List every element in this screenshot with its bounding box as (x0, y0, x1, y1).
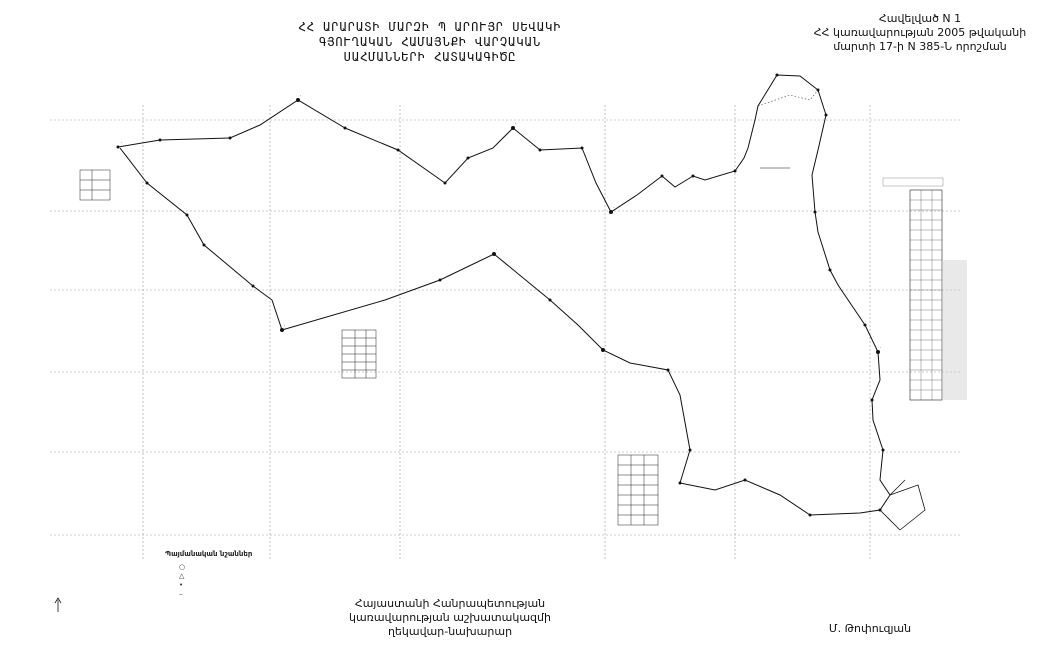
svg-text:·: · (300, 93, 302, 98)
circle-icon: ○ (179, 562, 186, 571)
legend-title: Պայմանական նշաններ (165, 550, 253, 558)
annex-line-1: Հավելված N 1 (878, 12, 962, 25)
annex-note (800, 12, 1040, 54)
map-legend (165, 550, 335, 598)
coordinate-table-left (80, 170, 110, 200)
signatory-position (300, 597, 600, 639)
annex-line-2: ՀՀ կառավարության 2005 թվականի (813, 26, 1027, 39)
signatory-name: Մ. Թոփուզյան (828, 622, 912, 635)
title-line-2: ԳՅՈՒՂԱԿԱՆ ՀԱՄԱՅՆՔԻ ՎԱՐՉԱԿԱՆ (318, 35, 542, 49)
dash-icon: – (179, 589, 183, 598)
boundary-spur-lines (880, 480, 925, 530)
legend-item (165, 580, 335, 589)
footer-line-3: ղեկավար-նախարար (387, 625, 513, 638)
svg-text:·: · (284, 323, 286, 328)
secondary-dotted-line (758, 90, 818, 106)
legend-item (165, 571, 335, 580)
map-title (250, 20, 610, 65)
svg-text:·: · (613, 205, 615, 210)
community-boundary-line (118, 75, 890, 515)
legend-item (165, 562, 335, 571)
triangle-icon: △ (179, 571, 185, 580)
svg-text:·: · (121, 140, 123, 145)
coordinate-table-lower (618, 455, 658, 525)
title-line-3: ՍԱՀՄԱՆՆԵՐԻ ՀԱՏԱԿԱԳԻԾԸ (343, 50, 517, 64)
title-line-1: ՀՀ ԱՐԱՐԱՏԻ ՄԱՐԶԻ Պ ԱՐՈՒՅՐ ՍԵՎԱԿԻ (298, 20, 562, 34)
svg-text:·: · (880, 345, 882, 350)
footer-line-2: կառավարության աշխատակազմի (349, 611, 551, 624)
dot-icon: • (179, 580, 184, 589)
north-arrow-icon (55, 598, 61, 612)
coordinate-grid (50, 105, 960, 560)
svg-text:·: · (605, 343, 607, 348)
coordinate-table-middle (342, 330, 376, 378)
footer-line-1: Հայաստանի Հանրապետության (354, 597, 546, 610)
svg-text:·: · (515, 121, 517, 126)
annex-line-3: մարտի 17-ի N 385-Ն որոշման (833, 40, 1007, 53)
svg-text:·: · (496, 247, 498, 252)
point-number-labels (121, 93, 881, 350)
